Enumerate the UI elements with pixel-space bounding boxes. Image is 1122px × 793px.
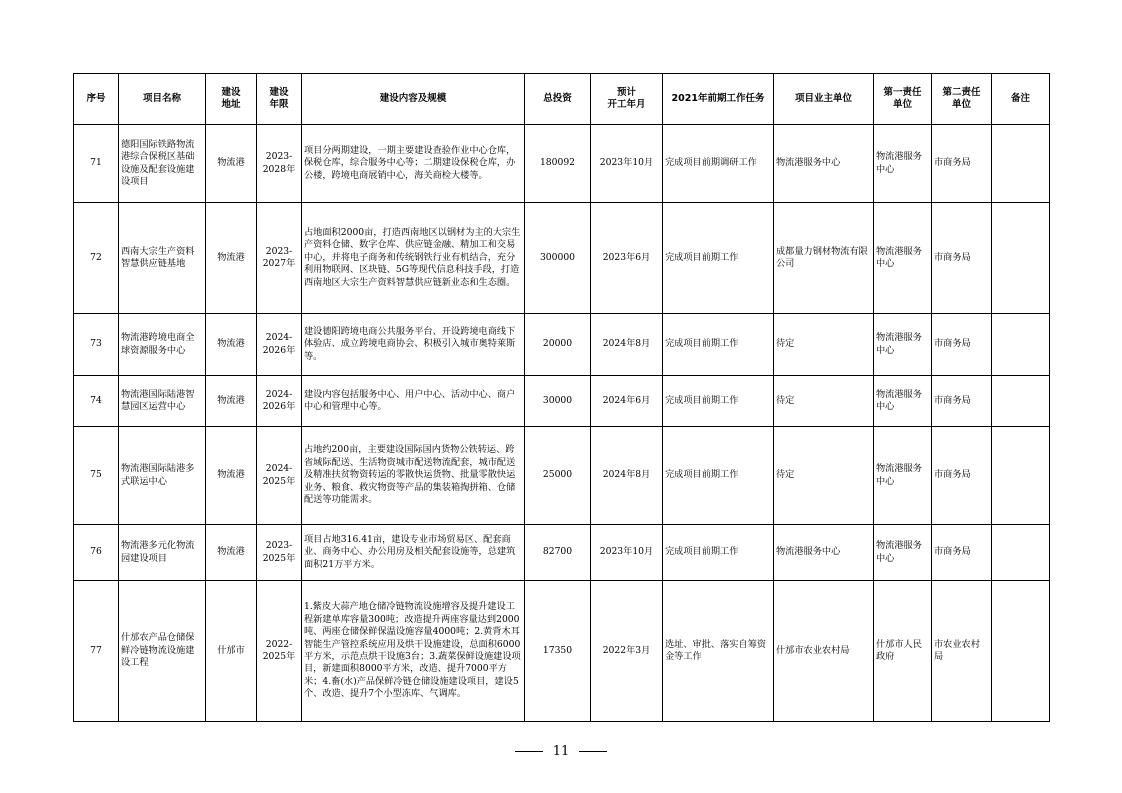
table-row	[74, 581, 1050, 722]
table-row	[74, 376, 1050, 427]
cell-task: 完成项目前期工作	[663, 314, 774, 376]
header-seq: 序号	[74, 74, 119, 125]
table-row	[74, 203, 1050, 314]
cell-owner: 待定	[774, 376, 874, 427]
cell-period: 2024-2026年	[257, 376, 302, 427]
cell-remark	[992, 427, 1050, 525]
cell-task: 完成项目前期工作	[663, 376, 774, 427]
cell-owner: 待定	[774, 427, 874, 525]
header-period: 建设 年限	[257, 74, 302, 125]
table-row	[74, 314, 1050, 376]
cell-name: 物流港跨境电商全球资源服务中心	[119, 314, 206, 376]
cell-resp1: 物流港服务中心	[874, 125, 932, 203]
cell-period: 2023-2027年	[257, 203, 302, 314]
table-row	[74, 125, 1050, 203]
header-start: 预计 开工年月	[591, 74, 663, 125]
table-row	[74, 525, 1050, 581]
cell-start: 2022年3月	[591, 581, 663, 722]
projects-table	[73, 73, 1050, 722]
page-number: 11	[552, 744, 570, 759]
cell-investment: 30000	[525, 376, 591, 427]
cell-seq: 76	[74, 525, 119, 581]
cell-seq: 77	[74, 581, 119, 722]
cell-start: 2024年8月	[591, 427, 663, 525]
table-header-row	[74, 74, 1050, 125]
cell-seq: 72	[74, 203, 119, 314]
cell-owner: 待定	[774, 314, 874, 376]
cell-resp1: 物流港服务中心	[874, 314, 932, 376]
cell-owner: 物流港服务中心	[774, 125, 874, 203]
cell-task: 完成项目前期工作	[663, 525, 774, 581]
cell-period: 2024-2026年	[257, 314, 302, 376]
cell-location: 物流港	[206, 376, 257, 427]
cell-remark	[992, 581, 1050, 722]
cell-period: 2022-2025年	[257, 581, 302, 722]
cell-resp2: 市商务局	[932, 203, 992, 314]
cell-owner: 什邡市农业农村局	[774, 581, 874, 722]
cell-content: 建设德阳跨境电商公共服务平台、开设跨境电商线下体验店、成立跨境电商协会、积极引入城市奥特莱斯等。	[302, 314, 525, 376]
cell-investment: 82700	[525, 525, 591, 581]
cell-investment: 180092	[525, 125, 591, 203]
cell-name: 物流港多元化物流园建设项目	[119, 525, 206, 581]
cell-content: 占地面积2000亩，打造西南地区以钢材为主的大宗生产资料仓储、数字仓库、供应链金融、精加工和交易中心，并将电子商务和传统钢铁行业有机结合，充分利用物联网、区块链、5G等现代信息科技手段，打造西南地区大宗生产资料智慧供应链新业态和生态圈。	[302, 203, 525, 314]
cell-owner: 物流港服务中心	[774, 525, 874, 581]
cell-content: 项目分两期建设，一期主要建设查验作业中心仓库，保税仓库，综合服务中心等；二期建设保税仓库，办公楼，跨境电商展销中心，海关商检大楼等。	[302, 125, 525, 203]
cell-resp1: 物流港服务中心	[874, 376, 932, 427]
cell-seq: 74	[74, 376, 119, 427]
header-investment: 总投资	[525, 74, 591, 125]
cell-owner: 成都量力钢材物流有限公司	[774, 203, 874, 314]
cell-task: 完成项目前期工作	[663, 427, 774, 525]
cell-period: 2024-2025年	[257, 427, 302, 525]
cell-resp2: 市商务局	[932, 376, 992, 427]
cell-resp2: 市商务局	[932, 525, 992, 581]
cell-investment: 20000	[525, 314, 591, 376]
cell-start: 2023年6月	[591, 203, 663, 314]
cell-remark	[992, 376, 1050, 427]
cell-investment: 300000	[525, 203, 591, 314]
cell-resp1: 物流港服务中心	[874, 525, 932, 581]
cell-task: 完成项目前期工作	[663, 203, 774, 314]
cell-resp1: 什邡市人民政府	[874, 581, 932, 722]
cell-task: 选址、审批、落实自筹资金等工作	[663, 581, 774, 722]
cell-period: 2023-2028年	[257, 125, 302, 203]
header-task: 2021年前期工作任务	[663, 74, 774, 125]
header-remark: 备注	[992, 74, 1050, 125]
cell-start: 2024年8月	[591, 314, 663, 376]
cell-content: 项目占地316.41亩，建设专业市场贸易区、配套商业、商务中心、办公用房及相关配套设施等，总建筑面积21万平方米。	[302, 525, 525, 581]
header-resp1: 第一责任 单位	[874, 74, 932, 125]
cell-period: 2023-2025年	[257, 525, 302, 581]
cell-start: 2023年10月	[591, 125, 663, 203]
cell-name: 德阳国际铁路物流港综合保税区基础设施及配套设施建设项目	[119, 125, 206, 203]
cell-content: 1.紫皮大蒜产地仓储冷链物流设施增容及提升建设工程新建单库容量300吨；改造提升两座容量达到2000吨、两座仓储保鲜保温设施容量4000吨；2.黄背木耳智能生产管控系统应用及烘干设施建设，总面积6000平方米，示范点烘干设施3台；3.蔬菜保鲜设施建设项目，新建面积8000平方米，改造、提升7000平方米；4.畜(水)产品保鲜冷链仓储设施建设项目，建设5个、改造、提升7个小型冻库、气调库。	[302, 581, 525, 722]
cell-remark	[992, 203, 1050, 314]
header-location: 建设 地址	[206, 74, 257, 125]
cell-seq: 73	[74, 314, 119, 376]
cell-resp2: 市农业农村局	[932, 581, 992, 722]
cell-resp2: 市商务局	[932, 427, 992, 525]
cell-resp1: 物流港服务中心	[874, 203, 932, 314]
cell-name: 物流港国际陆港多式联运中心	[119, 427, 206, 525]
cell-start: 2024年6月	[591, 376, 663, 427]
header-owner: 项目业主单位	[774, 74, 874, 125]
cell-location: 物流港	[206, 427, 257, 525]
page-footer	[0, 744, 1122, 759]
cell-seq: 71	[74, 125, 119, 203]
cell-location: 物流港	[206, 314, 257, 376]
cell-investment: 17350	[525, 581, 591, 722]
cell-resp2: 市商务局	[932, 314, 992, 376]
cell-remark	[992, 125, 1050, 203]
cell-resp2: 市商务局	[932, 125, 992, 203]
cell-seq: 75	[74, 427, 119, 525]
header-name: 项目名称	[119, 74, 206, 125]
cell-start: 2023年10月	[591, 525, 663, 581]
footer-dash-right	[579, 751, 607, 752]
header-content: 建设内容及规模	[302, 74, 525, 125]
cell-content: 建设内容包括服务中心、用户中心、活动中心、商户中心和管理中心等。	[302, 376, 525, 427]
cell-location: 物流港	[206, 525, 257, 581]
cell-resp1: 物流港服务中心	[874, 427, 932, 525]
cell-location: 物流港	[206, 125, 257, 203]
cell-name: 物流港国际陆港智慧园区运营中心	[119, 376, 206, 427]
cell-location: 物流港	[206, 203, 257, 314]
cell-name: 西南大宗生产资料智慧供应链基地	[119, 203, 206, 314]
cell-location: 什邡市	[206, 581, 257, 722]
cell-remark	[992, 525, 1050, 581]
footer-dash-left	[515, 751, 543, 752]
cell-task: 完成项目前期调研工作	[663, 125, 774, 203]
table-row	[74, 427, 1050, 525]
cell-investment: 25000	[525, 427, 591, 525]
header-resp2: 第二责任 单位	[932, 74, 992, 125]
cell-content: 占地约200亩，主要建设国际国内货物公铁转运、跨省域际配送、生活物资城市配送物流配套，城市配送及精准扶贫物资转运的零散快运货物、批量零散快运业务、粮食、救灾物资等产品的集装箱掏拼箱、仓储配送等功能需求。	[302, 427, 525, 525]
cell-remark	[992, 314, 1050, 376]
cell-name: 什邡农产品仓储保鲜冷链物流设施建设工程	[119, 581, 206, 722]
